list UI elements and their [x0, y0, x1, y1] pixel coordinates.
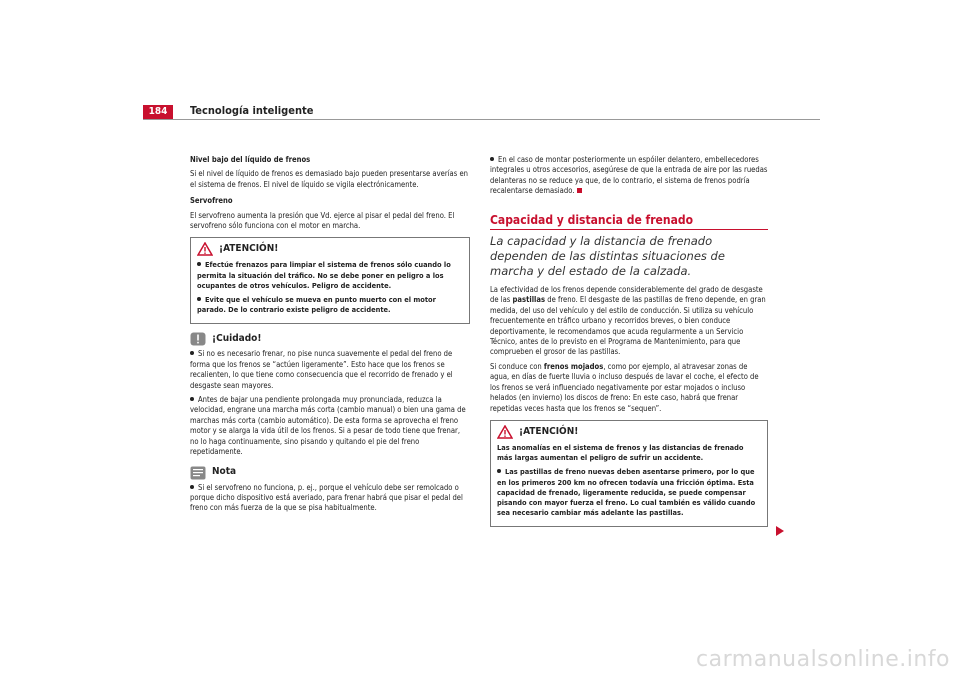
warning-box-right — [490, 420, 768, 527]
caution-item: Antes de bajar una pendiente prolongada muy pronunciada, reduzca la velocidad, engrane una marcha más corta (cambio manual) o bien una gama de marchas más corta (cambio automático). De esta forma se aprovecha el freno motor y se alarga la vida útil de los frenos. Si a pesar de todo tiene que frenar, no lo haga continuamente, sino pisando y quitando el pie del freno repetidamente. — [190, 395, 466, 457]
warning-item: Evite que el vehículo se mueva en punto muerto con el motor parado. De lo contrario existe peligro de accidente. — [197, 295, 436, 315]
continue-arrow-icon — [776, 526, 784, 536]
bullet-icon — [490, 157, 494, 161]
warning-header — [491, 421, 767, 443]
note-item: Si el servofreno no funciona, p. ej., porque el vehículo debe ser remolcado o porque dicho dispositivo está averiado, para frenar habrá que pisar el pedal del freno con más fuerza de la que se pisa habitualmente. — [190, 482, 463, 513]
brake-fluid-text: Si el nivel de líquido de frenos es demasiado bajo pueden presentarse averías en el sistema de frenos. El nivel de líquido se vigila electrónicamente. — [190, 169, 468, 189]
warning-box-left — [190, 237, 470, 324]
caution-header — [190, 332, 470, 346]
warning-title: ¡ATENCIÓN! — [219, 243, 279, 255]
brake-fluid-heading: Nivel bajo del líquido de frenos — [190, 155, 311, 164]
servo-text: El servofreno aumenta la presión que Vd. ejerce al pisar el pedal del freno. El servofreno sólo funciona con el motor en marcha. — [190, 210, 455, 231]
wet-brakes-paragraph: Si conduce con frenos mojados, como por ejemplo, al atravesar zonas de agua, en días de fuerte lluvia o incluso después de lavar el coche, el efecto de los frenos se verá influenciado negativamente por estar mojados o incluso helados (en invierno) los discos de freno: En este caso, habrá que frenar repetidas veces hasta que los frenos se “sequen”. — [490, 361, 759, 413]
caution-icon — [190, 332, 206, 346]
caution-item: Si no es necesario frenar, no pise nunca suavemente el pedal del freno de forma que los frenos se “actúen ligeramente”. Esto hace que los frenos se recalienten, lo que tiene como consecuencia que el recorrido de frenado y el desgaste sean mayores. — [190, 349, 453, 390]
warning-title: ¡ATENCIÓN! — [519, 425, 579, 437]
bullet-icon — [190, 485, 194, 489]
note-title: Nota — [212, 466, 237, 478]
section-subtitle: La capacidad y la distancia de frenado dependen de las distintas situaciones de marcha y del estado de la calzada. — [490, 234, 725, 279]
servo-heading: Servofreno — [190, 196, 233, 206]
warning-item: Las pastillas de freno nuevas deben asentarse primero, por lo que en los primeros 200 km no ofrecen todavía una fricción óptima. Esta capacidad de frenado, ligeramente reducida, se puede compensar pisando con mayor fuerza el freno. Lo cual también es válido cuando sea necesario cambiar más adelante las pastillas. — [497, 467, 756, 518]
bullet-icon — [197, 297, 201, 301]
bullet-icon — [197, 262, 201, 266]
warning-lead: Las anomalías en el sistema de frenos y las distancias de frenado más largas aumentan el peligro de sufrir un accidente. — [497, 442, 744, 463]
bullet-icon — [190, 351, 194, 355]
warning-triangle-icon — [497, 425, 513, 439]
section-title: Capacidad y distancia de frenado — [490, 215, 768, 230]
page-header-title: Tecnología inteligente — [190, 104, 314, 117]
right-column — [490, 155, 768, 535]
warning-item: Efectúe frenazos para limpiar el sistema de frenos sólo cuando lo permita la situación del tráfico. No se debe poner en peligro a los ocupantes de otros vehículos. Peligro de accidente. — [197, 260, 451, 290]
warning-triangle-icon — [197, 242, 213, 256]
end-mark-icon — [577, 188, 582, 193]
left-column — [190, 155, 470, 518]
spoiler-item: En el caso de montar posteriormente un espóiler delantero, embellecedores integrales u otros accesorios, asegúrese de que la entrada de aire por las ruedas delanteras no se reduce ya que, de lo contrario, el sistema de frenos podría recalentarse demasiado. — [490, 155, 768, 196]
note-icon — [190, 466, 206, 480]
caution-title: ¡Cuidado! — [212, 333, 262, 345]
watermark: carmanualsonline.info — [696, 647, 950, 672]
pads-paragraph: La efectividad de los frenos depende considerablemente del grado de desgaste de las pastillas de freno. El desgaste de las pastillas de freno depende, en gran medida, del uso del vehículo y del estilo de conducción. Si utiliza su vehículo frecuentemente en tráfico urbano y recorridos breves, o bien conduce deportivamente, le recomendamos que acuda regularmente a un Servicio Técnico, antes de lo previsto en el Programa de Mantenimiento, para que comprueben el grosor de las pastillas. — [490, 285, 766, 357]
bullet-icon — [190, 397, 194, 401]
header-rule — [143, 119, 820, 120]
warning-header — [191, 238, 469, 260]
bullet-icon — [497, 469, 501, 473]
note-header — [190, 466, 470, 480]
page-number: 184 — [143, 105, 173, 119]
